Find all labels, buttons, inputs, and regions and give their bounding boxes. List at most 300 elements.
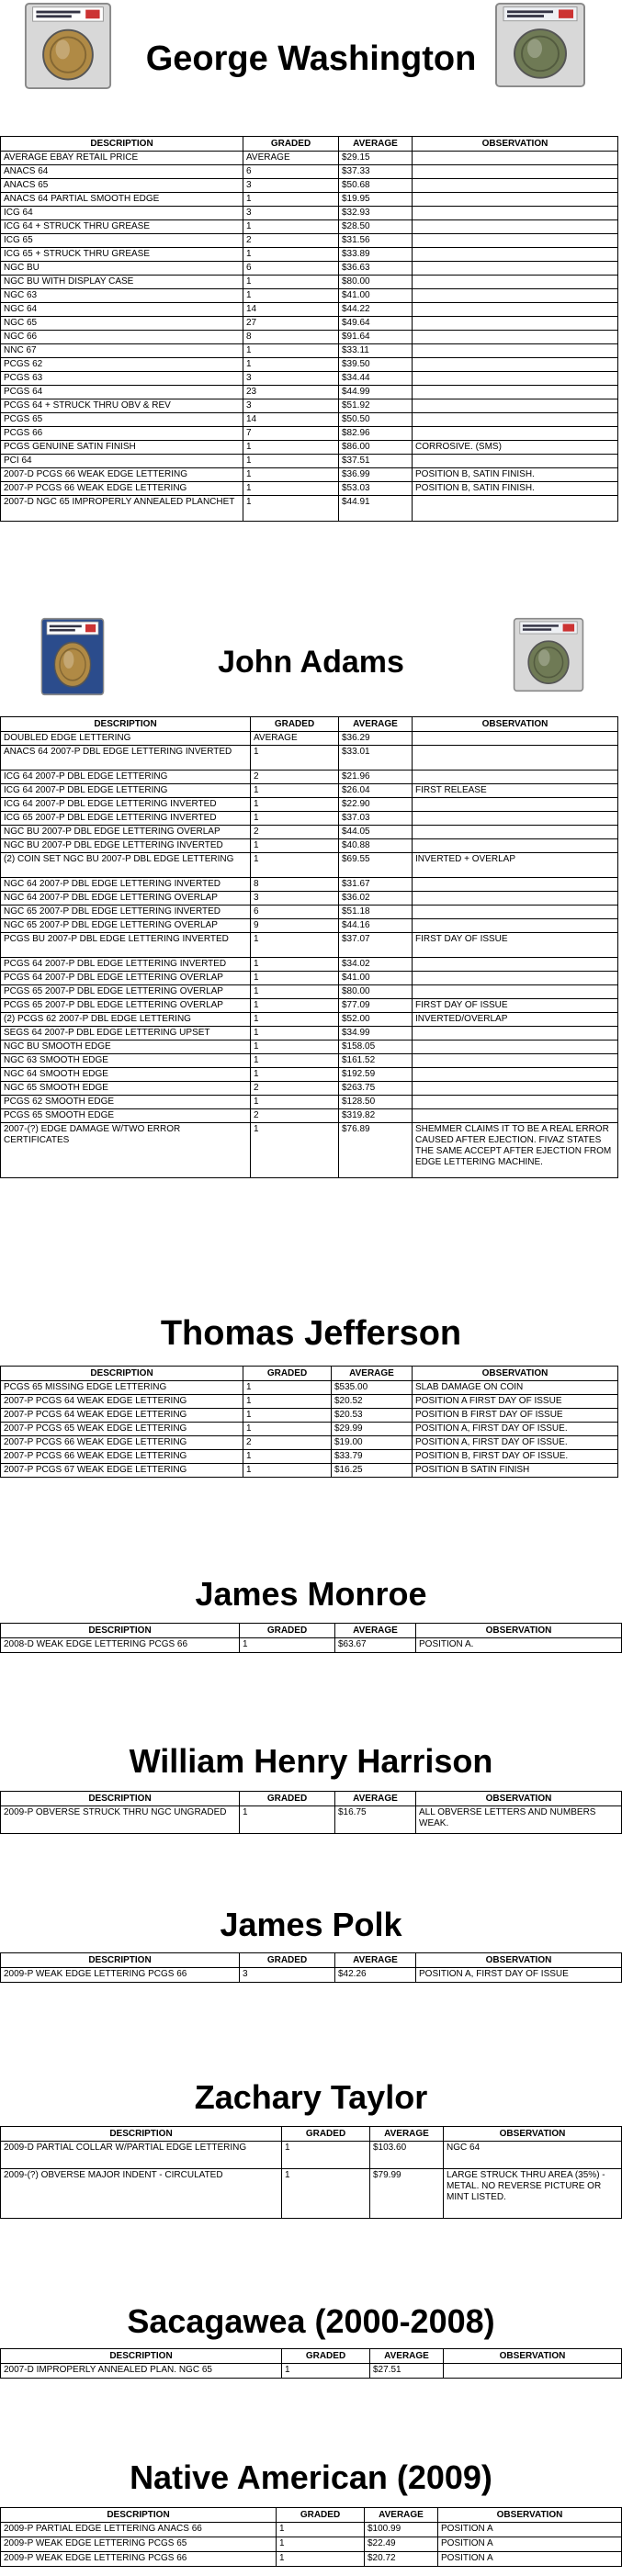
- average-cell: $63.67: [335, 1638, 416, 1653]
- column-header-average: AVERAGE: [332, 1367, 413, 1381]
- graded-cell: 1: [251, 958, 339, 972]
- table-row: [1, 2537, 622, 2552]
- description-cell: 2007-P PCGS 65 WEAK EDGE LETTERING: [1, 1423, 243, 1436]
- william-henry-harrison-price-table: [0, 1791, 622, 1834]
- column-header-graded: GRADED: [282, 2127, 370, 2142]
- observation-cell: [413, 303, 618, 317]
- table-row: [1, 798, 618, 812]
- observation-cell: [413, 331, 618, 344]
- description-cell: 2009-P WEAK EDGE LETTERING PCGS 65: [1, 2537, 277, 2552]
- table-row: [1, 317, 618, 331]
- graded-cell: 1: [243, 1381, 332, 1395]
- description-cell: SEGS 64 2007-P DBL EDGE LETTERING UPSET: [1, 1027, 251, 1041]
- observation-cell: [413, 276, 618, 289]
- graded-cell: 1: [251, 1096, 339, 1109]
- table-row: [1, 455, 618, 468]
- column-header-graded: GRADED: [251, 717, 339, 732]
- observation-cell: POSITION B, SATIN FINISH.: [413, 482, 618, 496]
- average-cell: $91.64: [339, 331, 413, 344]
- observation-cell: [413, 1054, 618, 1068]
- average-cell: $37.03: [339, 812, 413, 826]
- table-row: [1, 441, 618, 455]
- description-cell: PCGS 65: [1, 413, 243, 427]
- description-cell: 2007-D NGC 65 IMPROPERLY ANNEALED PLANCHET: [1, 496, 243, 522]
- average-cell: $20.53: [332, 1409, 413, 1423]
- observation-cell: POSITION A FIRST DAY OF ISSUE: [413, 1395, 618, 1409]
- column-header-description: DESCRIPTION: [1, 1367, 243, 1381]
- observation-cell: [413, 413, 618, 427]
- description-cell: ICG 64 2007-P DBL EDGE LETTERING: [1, 784, 251, 798]
- table-row: [1, 207, 618, 220]
- column-header-observation: OBSERVATION: [416, 1624, 622, 1638]
- observation-cell: [413, 798, 618, 812]
- average-cell: $100.99: [365, 2523, 438, 2537]
- table-header-row: [1, 1953, 622, 1968]
- table-row: [1, 1436, 618, 1450]
- observation-cell: NGC 64: [444, 2142, 622, 2169]
- average-cell: $53.03: [339, 482, 413, 496]
- average-cell: $28.50: [339, 220, 413, 234]
- average-cell: $79.99: [370, 2169, 444, 2219]
- observation-cell: POSITION A.: [416, 1638, 622, 1653]
- average-cell: $29.99: [332, 1423, 413, 1436]
- column-header-description: DESCRIPTION: [1, 2127, 282, 2142]
- average-cell: $50.50: [339, 413, 413, 427]
- description-cell: 2007-D PCGS 66 WEAK EDGE LETTERING: [1, 468, 243, 482]
- graded-cell: 3: [243, 399, 339, 413]
- graded-cell: 1: [243, 289, 339, 303]
- table-row: [1, 276, 618, 289]
- average-cell: $21.96: [339, 771, 413, 784]
- average-cell: $34.99: [339, 1027, 413, 1041]
- table-row: [1, 1109, 618, 1123]
- description-cell: NGC 64 2007-P DBL EDGE LETTERING OVERLAP: [1, 892, 251, 906]
- graded-cell: AVERAGE: [243, 152, 339, 165]
- table-row: [1, 179, 618, 193]
- graded-cell: 1: [243, 468, 339, 482]
- george-washington-price-table: [0, 136, 618, 522]
- average-cell: $36.29: [339, 732, 413, 746]
- observation-cell: [413, 958, 618, 972]
- table-row: [1, 2523, 622, 2537]
- description-cell: NGC 63 SMOOTH EDGE: [1, 1054, 251, 1068]
- zachary-taylor-heading: Zachary Taylor: [194, 2078, 428, 2116]
- average-cell: $319.82: [339, 1109, 413, 1123]
- graded-cell: 1: [277, 2552, 365, 2567]
- average-cell: $16.25: [332, 1464, 413, 1478]
- graded-cell: 3: [240, 1968, 335, 1983]
- graded-cell: 1: [251, 1068, 339, 1082]
- column-header-description: DESCRIPTION: [1, 1624, 240, 1638]
- column-header-description: DESCRIPTION: [1, 717, 251, 732]
- graded-cell: 1: [251, 972, 339, 985]
- description-cell: 2007-P PCGS 66 WEAK EDGE LETTERING: [1, 1436, 243, 1450]
- column-header-observation: OBSERVATION: [416, 1792, 622, 1806]
- description-cell: 2008-D WEAK EDGE LETTERING PCGS 66: [1, 1638, 240, 1653]
- average-cell: $20.72: [365, 2552, 438, 2567]
- graded-cell: 2: [251, 1109, 339, 1123]
- observation-cell: POSITION A: [438, 2537, 622, 2552]
- observation-cell: [413, 399, 618, 413]
- column-header-observation: OBSERVATION: [416, 1953, 622, 1968]
- column-header-description: DESCRIPTION: [1, 1792, 240, 1806]
- graded-cell: 14: [243, 303, 339, 317]
- column-header-observation: OBSERVATION: [444, 2127, 622, 2142]
- graded-cell: 1: [251, 1013, 339, 1027]
- graded-cell: 8: [243, 331, 339, 344]
- thomas-jefferson-heading: Thomas Jefferson: [160, 1314, 462, 1353]
- graded-cell: 1: [251, 933, 339, 958]
- observation-cell: [413, 972, 618, 985]
- column-header-observation: OBSERVATION: [413, 137, 618, 152]
- table-row: [1, 468, 618, 482]
- observation-cell: [413, 878, 618, 892]
- graded-cell: 3: [243, 372, 339, 386]
- graded-cell: 7: [243, 427, 339, 441]
- description-cell: NGC 64 2007-P DBL EDGE LETTERING INVERTED: [1, 878, 251, 892]
- observation-cell: [413, 839, 618, 853]
- description-cell: NGC 65 2007-P DBL EDGE LETTERING OVERLAP: [1, 919, 251, 933]
- graded-cell: 14: [243, 413, 339, 427]
- description-cell: NGC BU: [1, 262, 243, 276]
- george-washington-heading: George Washington: [145, 39, 477, 78]
- description-cell: PCGS BU 2007-P DBL EDGE LETTERING INVERTED: [1, 933, 251, 958]
- average-cell: $69.55: [339, 853, 413, 878]
- graded-cell: 6: [251, 906, 339, 919]
- graded-cell: 3: [243, 207, 339, 220]
- graded-cell: 2: [251, 771, 339, 784]
- table-header-row: [1, 137, 618, 152]
- average-cell: $33.01: [339, 746, 413, 771]
- graded-cell: 1: [282, 2364, 370, 2379]
- john-adams-price-table: [0, 716, 618, 1178]
- description-cell: NGC 66: [1, 331, 243, 344]
- graded-cell: 1: [243, 455, 339, 468]
- table-row: [1, 2552, 622, 2567]
- observation-cell: POSITION B SATIN FINISH: [413, 1464, 618, 1478]
- description-cell: PCGS 65 2007-P DBL EDGE LETTERING OVERLAP: [1, 985, 251, 999]
- description-cell: ICG 65 + STRUCK THRU GREASE: [1, 248, 243, 262]
- column-header-observation: OBSERVATION: [413, 1367, 618, 1381]
- average-cell: $22.49: [365, 2537, 438, 2552]
- average-cell: $26.04: [339, 784, 413, 798]
- observation-cell: POSITION B FIRST DAY OF ISSUE: [413, 1409, 618, 1423]
- average-cell: $42.26: [335, 1968, 416, 1983]
- description-cell: 2007-P PCGS 67 WEAK EDGE LETTERING: [1, 1464, 243, 1478]
- description-cell: ANACS 65: [1, 179, 243, 193]
- graded-cell: 1: [282, 2142, 370, 2169]
- average-cell: $77.09: [339, 999, 413, 1013]
- table-row: [1, 1806, 622, 1834]
- column-header-observation: OBSERVATION: [444, 2349, 622, 2364]
- table-row: [1, 220, 618, 234]
- average-cell: $39.50: [339, 358, 413, 372]
- table-row: [1, 358, 618, 372]
- table-row: [1, 958, 618, 972]
- description-cell: (2) PCGS 62 2007-P DBL EDGE LETTERING: [1, 1013, 251, 1027]
- observation-cell: CORROSIVE. (SMS): [413, 441, 618, 455]
- description-cell: NGC BU 2007-P DBL EDGE LETTERING OVERLAP: [1, 826, 251, 839]
- table-row: [1, 1041, 618, 1054]
- average-cell: $80.00: [339, 985, 413, 999]
- average-cell: $37.33: [339, 165, 413, 179]
- description-cell: DOUBLED EDGE LETTERING: [1, 732, 251, 746]
- table-row: [1, 1450, 618, 1464]
- observation-cell: POSITION A, FIRST DAY OF ISSUE.: [413, 1436, 618, 1450]
- graded-cell: 9: [251, 919, 339, 933]
- description-cell: PCGS 66: [1, 427, 243, 441]
- description-cell: PCGS 65 SMOOTH EDGE: [1, 1109, 251, 1123]
- table-row: [1, 1638, 622, 1653]
- graded-cell: 6: [243, 262, 339, 276]
- description-cell: PCGS GENUINE SATIN FINISH: [1, 441, 243, 455]
- graded-cell: 1: [251, 1054, 339, 1068]
- observation-cell: [413, 317, 618, 331]
- table-row: [1, 1464, 618, 1478]
- table-row: [1, 234, 618, 248]
- description-cell: 2007-D IMPROPERLY ANNEALED PLAN. NGC 65: [1, 2364, 282, 2379]
- graded-cell: 1: [243, 193, 339, 207]
- graded-cell: 1: [251, 853, 339, 878]
- table-header-row: [1, 2127, 622, 2142]
- observation-cell: POSITION A, FIRST DAY OF ISSUE: [416, 1968, 622, 1983]
- observation-cell: [413, 386, 618, 399]
- average-cell: $34.44: [339, 372, 413, 386]
- table-row: [1, 853, 618, 878]
- average-cell: $31.56: [339, 234, 413, 248]
- table-row: [1, 812, 618, 826]
- description-cell: 2009-P WEAK EDGE LETTERING PCGS 66: [1, 2552, 277, 2567]
- description-cell: 2007-P PCGS 66 WEAK EDGE LETTERING: [1, 1450, 243, 1464]
- description-cell: 2007-P PCGS 64 WEAK EDGE LETTERING: [1, 1409, 243, 1423]
- average-cell: $41.00: [339, 972, 413, 985]
- graded-cell: 8: [251, 878, 339, 892]
- graded-cell: 1: [243, 1423, 332, 1436]
- average-cell: $80.00: [339, 276, 413, 289]
- table-row: [1, 771, 618, 784]
- average-cell: $33.11: [339, 344, 413, 358]
- table-row: [1, 1096, 618, 1109]
- description-cell: PCGS 63: [1, 372, 243, 386]
- observation-cell: [413, 1041, 618, 1054]
- average-cell: $44.22: [339, 303, 413, 317]
- graded-cell: 1: [240, 1806, 335, 1834]
- table-header-row: [1, 1624, 622, 1638]
- table-row: [1, 1409, 618, 1423]
- observation-cell: [413, 919, 618, 933]
- table-row: [1, 972, 618, 985]
- table-header-row: [1, 2508, 622, 2523]
- thomas-jefferson-price-table: [0, 1366, 618, 1478]
- observation-cell: [413, 1027, 618, 1041]
- average-cell: $33.79: [332, 1450, 413, 1464]
- column-header-observation: OBSERVATION: [438, 2508, 622, 2523]
- column-header-description: DESCRIPTION: [1, 137, 243, 152]
- graded-cell: 1: [243, 441, 339, 455]
- observation-cell: POSITION B, SATIN FINISH.: [413, 468, 618, 482]
- column-header-average: AVERAGE: [339, 137, 413, 152]
- average-cell: $16.75: [335, 1806, 416, 1834]
- native-american-2009-price-table: [0, 2507, 622, 2567]
- graded-cell: 1: [251, 812, 339, 826]
- graded-cell: 27: [243, 317, 339, 331]
- table-row: [1, 999, 618, 1013]
- column-header-graded: GRADED: [277, 2508, 365, 2523]
- graded-cell: 1: [251, 798, 339, 812]
- table-row: [1, 331, 618, 344]
- table-row: [1, 985, 618, 999]
- average-cell: $103.60: [370, 2142, 444, 2169]
- average-cell: $50.68: [339, 179, 413, 193]
- graded-cell: 1: [243, 358, 339, 372]
- description-cell: NGC BU SMOOTH EDGE: [1, 1041, 251, 1054]
- table-header-row: [1, 1367, 618, 1381]
- table-row: [1, 262, 618, 276]
- graded-cell: 1: [243, 220, 339, 234]
- graded-cell: 1: [243, 276, 339, 289]
- observation-cell: [413, 193, 618, 207]
- column-header-average: AVERAGE: [335, 1624, 416, 1638]
- description-cell: NGC BU WITH DISPLAY CASE: [1, 276, 243, 289]
- description-cell: ANACS 64: [1, 165, 243, 179]
- description-cell: ICG 64 2007-P DBL EDGE LETTERING: [1, 771, 251, 784]
- column-header-graded: GRADED: [282, 2349, 370, 2364]
- observation-cell: [413, 771, 618, 784]
- description-cell: PCGS 62: [1, 358, 243, 372]
- graded-cell: 1: [251, 746, 339, 771]
- sacagawea-2000-2008-price-table: [0, 2348, 622, 2379]
- observation-cell: [413, 732, 618, 746]
- observation-cell: INVERTED/OVERLAP: [413, 1013, 618, 1027]
- table-row: [1, 906, 618, 919]
- table-row: [1, 1123, 618, 1178]
- table-row: [1, 427, 618, 441]
- average-cell: $41.00: [339, 289, 413, 303]
- graded-cell: 1: [251, 784, 339, 798]
- graded-cell: 1: [243, 248, 339, 262]
- observation-cell: [413, 179, 618, 193]
- observation-cell: [413, 455, 618, 468]
- graded-cell: 2: [243, 234, 339, 248]
- description-cell: ANACS 64 PARTIAL SMOOTH EDGE: [1, 193, 243, 207]
- observation-cell: [413, 1096, 618, 1109]
- description-cell: NGC 65 2007-P DBL EDGE LETTERING INVERTED: [1, 906, 251, 919]
- table-row: [1, 152, 618, 165]
- description-cell: PCGS 64: [1, 386, 243, 399]
- description-cell: 2007-(?) EDGE DAMAGE W/TWO ERROR CERTIFICATES: [1, 1123, 251, 1178]
- observation-cell: [413, 746, 618, 771]
- observation-cell: [413, 496, 618, 522]
- table-header-row: [1, 717, 618, 732]
- table-row: [1, 1381, 618, 1395]
- graded-cell: 1: [243, 1395, 332, 1409]
- table-row: [1, 344, 618, 358]
- sacagawea-2000-2008-heading: Sacagawea (2000-2008): [127, 2302, 495, 2340]
- observation-cell: [413, 812, 618, 826]
- description-cell: PCGS 65 2007-P DBL EDGE LETTERING OVERLAP: [1, 999, 251, 1013]
- average-cell: $44.16: [339, 919, 413, 933]
- column-header-graded: GRADED: [243, 137, 339, 152]
- average-cell: $82.96: [339, 427, 413, 441]
- graded-cell: 1: [243, 1409, 332, 1423]
- description-cell: ICG 65: [1, 234, 243, 248]
- average-cell: $51.18: [339, 906, 413, 919]
- average-cell: $44.99: [339, 386, 413, 399]
- description-cell: NGC 65 SMOOTH EDGE: [1, 1082, 251, 1096]
- observation-cell: [413, 985, 618, 999]
- average-cell: $44.91: [339, 496, 413, 522]
- average-cell: $161.52: [339, 1054, 413, 1068]
- graded-cell: 2: [251, 1082, 339, 1096]
- table-row: [1, 839, 618, 853]
- william-henry-harrison-heading: William Henry Harrison: [129, 1742, 493, 1780]
- table-row: [1, 1027, 618, 1041]
- observation-cell: INVERTED + OVERLAP: [413, 853, 618, 878]
- observation-cell: [413, 165, 618, 179]
- james-monroe-heading: James Monroe: [195, 1575, 427, 1613]
- description-cell: (2) COIN SET NGC BU 2007-P DBL EDGE LETTERING: [1, 853, 251, 878]
- table-header-row: [1, 1792, 622, 1806]
- observation-cell: FIRST RELEASE: [413, 784, 618, 798]
- table-row: [1, 1068, 618, 1082]
- graded-cell: 1: [243, 1464, 332, 1478]
- description-cell: PCGS 64 + STRUCK THRU OBV & REV: [1, 399, 243, 413]
- average-cell: $76.89: [339, 1123, 413, 1178]
- observation-cell: [413, 1082, 618, 1096]
- column-header-average: AVERAGE: [339, 717, 413, 732]
- column-header-graded: GRADED: [243, 1367, 332, 1381]
- table-row: [1, 1968, 622, 1983]
- column-header-average: AVERAGE: [370, 2127, 444, 2142]
- table-row: [1, 165, 618, 179]
- average-cell: $37.51: [339, 455, 413, 468]
- average-cell: $158.05: [339, 1041, 413, 1054]
- description-cell: 2009-P PARTIAL EDGE LETTERING ANACS 66: [1, 2523, 277, 2537]
- average-cell: $192.59: [339, 1068, 413, 1082]
- description-cell: ICG 64: [1, 207, 243, 220]
- table-row: [1, 413, 618, 427]
- average-cell: $27.51: [370, 2364, 444, 2379]
- observation-cell: POSITION A: [438, 2523, 622, 2537]
- graded-cell: 1: [251, 839, 339, 853]
- average-cell: $29.15: [339, 152, 413, 165]
- description-cell: NGC 63: [1, 289, 243, 303]
- table-row: [1, 826, 618, 839]
- average-cell: $36.63: [339, 262, 413, 276]
- average-cell: $34.02: [339, 958, 413, 972]
- graded-cell: 3: [251, 892, 339, 906]
- table-row: [1, 1013, 618, 1027]
- average-cell: $19.00: [332, 1436, 413, 1450]
- graded-cell: 2: [251, 826, 339, 839]
- graded-cell: 1: [251, 1123, 339, 1178]
- table-row: [1, 248, 618, 262]
- observation-cell: [413, 427, 618, 441]
- description-cell: 2009-D PARTIAL COLLAR W/PARTIAL EDGE LETTERING: [1, 2142, 282, 2169]
- column-header-description: DESCRIPTION: [1, 2349, 282, 2364]
- table-row: [1, 919, 618, 933]
- table-row: [1, 732, 618, 746]
- observation-cell: [413, 220, 618, 234]
- graded-cell: 6: [243, 165, 339, 179]
- graded-cell: 1: [277, 2523, 365, 2537]
- observation-cell: [413, 1068, 618, 1082]
- average-cell: $49.64: [339, 317, 413, 331]
- average-cell: $51.92: [339, 399, 413, 413]
- average-cell: $86.00: [339, 441, 413, 455]
- column-header-observation: OBSERVATION: [413, 717, 618, 732]
- description-cell: AVERAGE EBAY RETAIL PRICE: [1, 152, 243, 165]
